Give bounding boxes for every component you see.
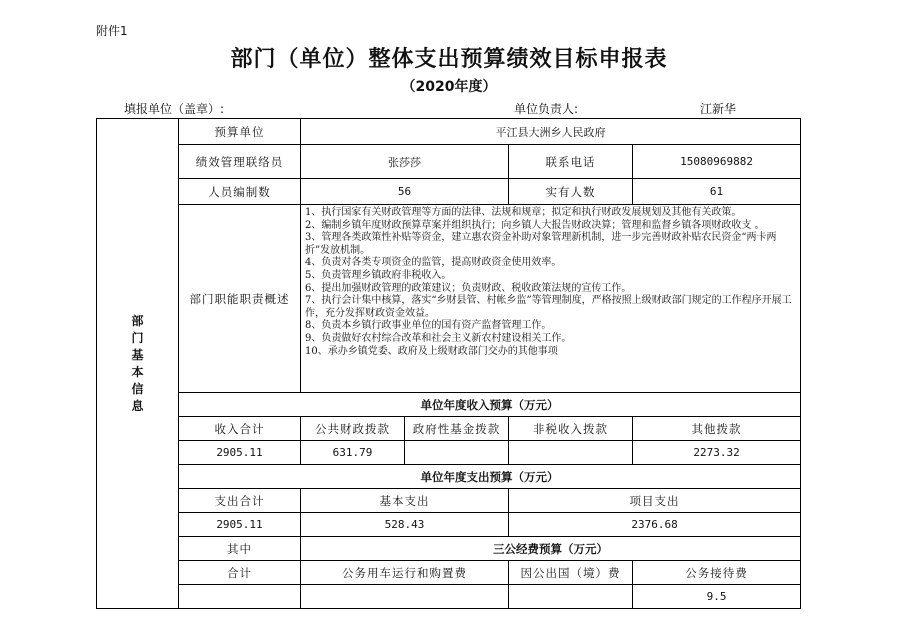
duty-item: 1、执行国家有关财政管理等方面的法律、法规和规章；拟定和执行财政发展规划及其他有关政策。 [305, 207, 742, 218]
among-label: 其中 [179, 537, 301, 561]
phone-value: 15080969882 [633, 145, 801, 179]
page-title: 部门（单位）整体支出预算绩效目标申报表 [230, 47, 668, 72]
report-year: （2020年度） [401, 79, 497, 95]
duty-item: 8、负责本乡镇行政事业单位的国有资产监督管理工作。 [305, 320, 552, 332]
duty-item: 3、管理各类政策性补贴等资金，建立惠农资金补助对象管理新机制，进一步完善财政补贴农民资金“两卡两折”发放机制。 [305, 232, 777, 256]
expense-header-total: 支出合计 [179, 489, 301, 513]
contact-label: 绩效管理联络员 [179, 145, 301, 179]
section-basic-info: 部 门 基 本 信 息 [97, 119, 179, 609]
three-public-value-abroad [509, 585, 633, 609]
income-header-other: 其他拨款 [633, 417, 801, 441]
income-header-total: 收入合计 [179, 417, 301, 441]
duty-item: 7、执行会计集中核算，落实“乡财县管、村帐乡监”等管理制度，严格按照上级财政部门规定的工作程序开展工作，充分发挥财政资金效益。 [305, 295, 792, 319]
three-public-value-reception: 9.5 [633, 585, 801, 609]
three-public-value-total [179, 585, 301, 609]
income-budget-title: 单位年度收入预算（万元） [179, 393, 801, 417]
duties-list [301, 205, 801, 393]
three-public-header-reception: 公务接待费 [633, 561, 801, 585]
staff-quota-label: 人员编制数 [179, 179, 301, 205]
expense-header-basic: 基本支出 [301, 489, 509, 513]
expense-header-project: 项目支出 [509, 489, 801, 513]
duty-item: 5、负责管理乡镇政府非税收入。 [305, 269, 452, 281]
budget-unit-label: 预算单位 [179, 119, 301, 145]
attachment-label: 附件1 [96, 24, 128, 38]
income-value-nontax [509, 441, 633, 465]
income-header-fund: 政府性基金拨款 [405, 417, 509, 441]
staff-quota-value: 56 [301, 179, 509, 205]
budget-unit-value: 平江县大洲乡人民政府 [301, 119, 801, 145]
duty-item: 4、负责对各类专项资金的监管，提高财政资金使用效率。 [305, 257, 562, 269]
expense-value-basic: 528.43 [301, 513, 509, 537]
duty-item: 9、负责做好农村综合改革和社会主义新农村建设相关工作。 [305, 332, 572, 344]
duty-item: 6、提出加强财政管理的政策建议；负责财政、税收政策法规的宣传工作。 [305, 282, 632, 294]
performance-form-table [96, 118, 801, 609]
three-public-title: 三公经费预算（万元） [301, 537, 801, 561]
unit-head-label: 单位负责人: [514, 102, 579, 116]
three-public-header-total: 合计 [179, 561, 301, 585]
expense-value-project: 2376.68 [509, 513, 801, 537]
fill-unit-label: 填报单位（盖章）: [124, 102, 225, 116]
income-value-fund [405, 441, 509, 465]
income-value-public: 631.79 [301, 441, 405, 465]
income-value-total: 2905.11 [179, 441, 301, 465]
duty-item: 2、编制乡镇年度财政预算草案并组织执行；向乡镇人大报告财政决算；管理和监督乡镇各项财政收支 。 [305, 219, 765, 231]
phone-label: 联系电话 [509, 145, 633, 179]
contact-value: 张莎莎 [301, 145, 509, 179]
expense-value-total: 2905.11 [179, 513, 301, 537]
three-public-header-abroad: 因公出国（境）费 [509, 561, 633, 585]
three-public-value-vehicle [301, 585, 509, 609]
three-public-header-vehicle: 公务用车运行和购置费 [301, 561, 509, 585]
duties-label: 部门职能职责概述 [179, 205, 301, 393]
duty-item: 10、承办乡镇党委、政府及上级财政部门交办的其他事项 [305, 345, 558, 357]
unit-head-value: 江新华 [700, 102, 737, 116]
income-header-nontax: 非税收入拨款 [509, 417, 633, 441]
actual-staff-value: 61 [633, 179, 801, 205]
income-value-other: 2273.32 [633, 441, 801, 465]
income-header-public: 公共财政拨款 [301, 417, 405, 441]
expense-budget-title: 单位年度支出预算（万元） [179, 465, 801, 489]
actual-staff-label: 实有人数 [509, 179, 633, 205]
